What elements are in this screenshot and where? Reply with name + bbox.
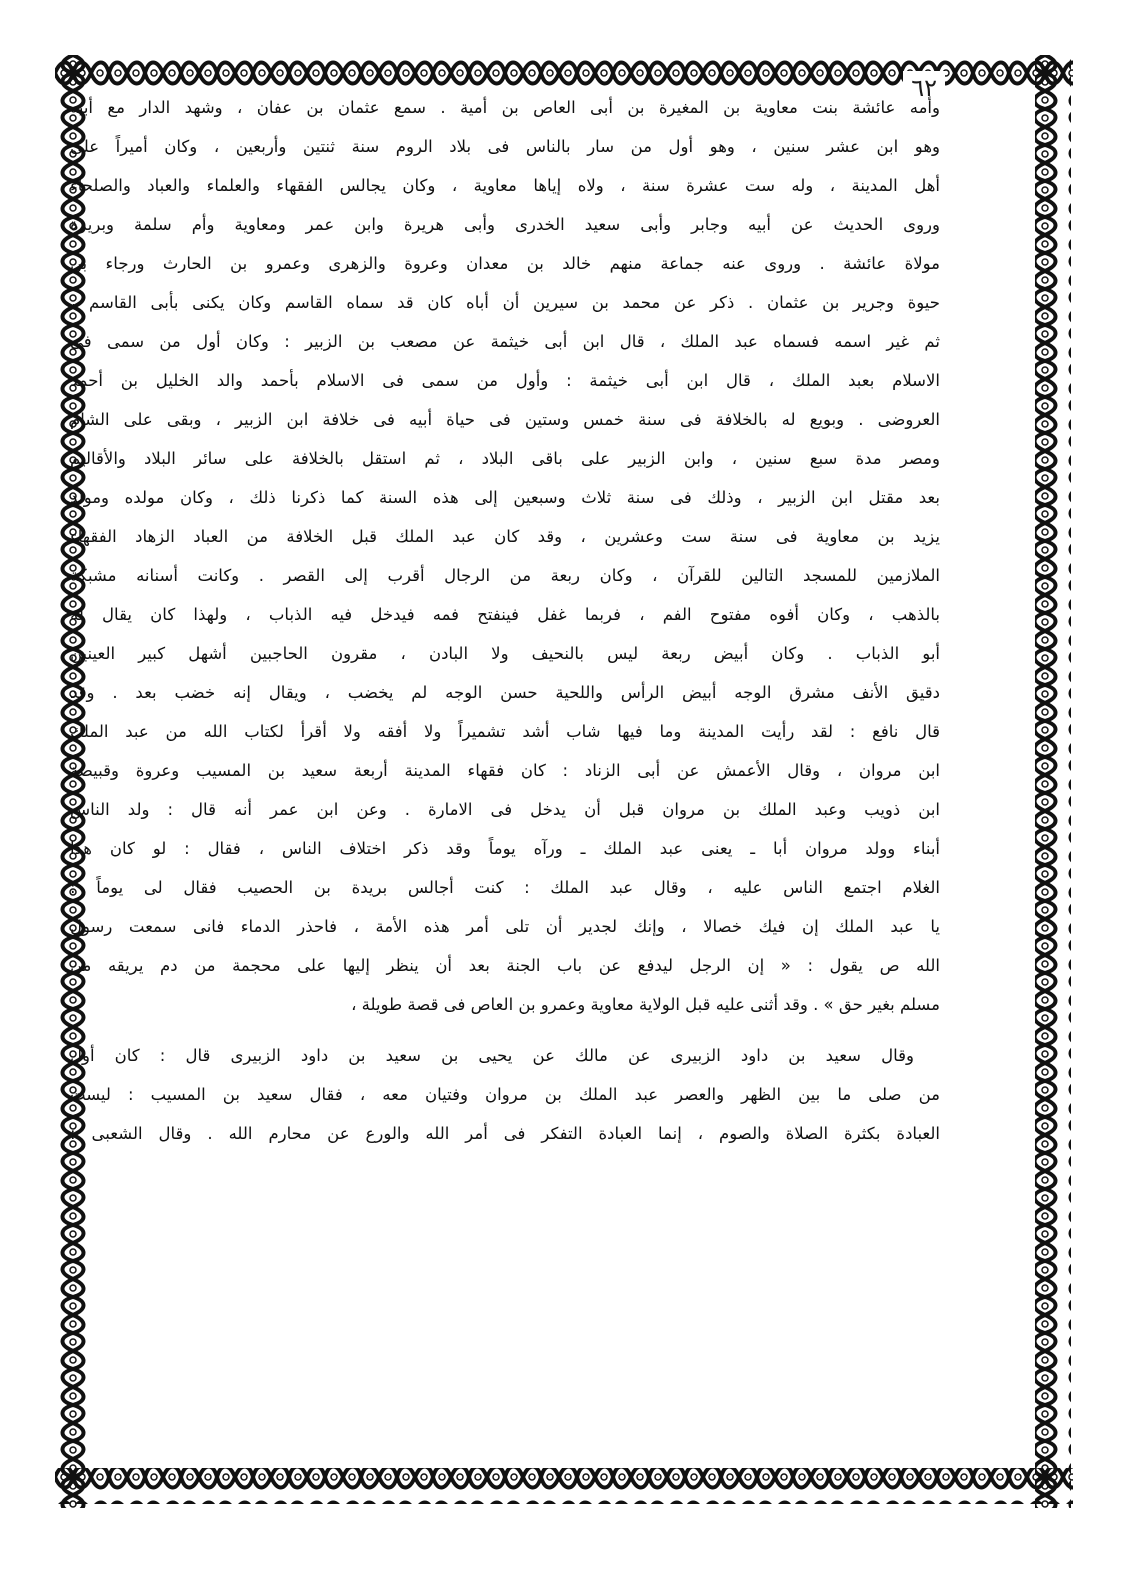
text-line: يا عبد الملك إن فيك خصالا ، وإنك لجدير أن تلى أمر هذه الأمة ، فاحذر الدماء فانى سمعت رسول (70, 917, 940, 936)
text-line: قال نافع : لقد رأيت المدينة وما فيها شاب أشد تشميراً ولا أفقه ولا أقرأ لكتاب الله من عبد الملك (70, 722, 940, 741)
text-line: العبادة بكثرة الصلاة والصوم ، إنما العبادة التفكر فى أمر الله والورع عن محارم الله . وقال الشعبى : (70, 1124, 940, 1143)
text-line: العروضى . وبويع له بالخلافة فى سنة خمس وستين فى حياة أبيه فى خلافة ابن الزبير ، وبقى على الشام (70, 410, 940, 429)
text-line: وروى الحديث عن أبيه وجابر وأبى سعيد الخدرى وأبى هريرة وابن عمر ومعاوية وأم سلمة وبريرة (70, 215, 940, 234)
text-line: الله ص يقول : « إن الرجل ليدفع عن باب الجنة بعد أن ينظر إليها على محجمة من دم يريقه من (70, 956, 940, 975)
text-line: أبو الذباب . وكان أبيض ربعة ليس بالنحيف ولا البادن ، مقرون الحاجبين أشهل كبير العينين (70, 644, 940, 663)
text-line: الاسلام بعبد الملك ، قال ابن أبى خيثمة : وأول من سمى فى الاسلام بأحمد والد الخليل بن أحمد (70, 371, 940, 390)
text-line: ثم غير اسمه فسماه عبد الملك ، قال ابن أبى خيثمة عن مصعب بن الزبير : وكان أول من سمى فى (70, 332, 940, 351)
text-line: بالذهب ، وكان أفوه مفتوح الفم ، فربما غفل فينفتح فمه فيدخل فيه الذباب ، ولهذا كان يقال له (70, 605, 940, 624)
paragraph-1 (70, 88, 940, 1024)
text-line: مولاة عائشة . وروى عنه جماعة منهم خالد بن معدان وعروة والزهرى وعمرو بن الحارث ورجاء بن (70, 254, 940, 273)
text-line: الغلام اجتمع الناس عليه ، وقال عبد الملك : كنت أجالس بريدة بن الحصيب فقال لى يوماً : (70, 878, 940, 897)
text-line: يزيد بن معاوية فى سنة ست وعشرين ، وقد كان عبد الملك قبل الخلافة من العباد الزهاد الفقهاء (70, 527, 940, 546)
text-line: مسلم بغير حق » . وقد أثنى عليه قبل الولاية معاوية وعمرو بن العاص فى قصة طويلة ، (351, 995, 940, 1014)
text-line: من صلى ما بين الظهر والعصر عبد الملك بن مروان وفتيان معه ، فقال سعيد بن المسيب : ليست (70, 1085, 940, 1104)
text-line: ومصر مدة سبع سنين ، وابن الزبير على باقى البلاد ، ثم استقل بالخلافة على سائر البلاد والأقاليم (70, 449, 940, 468)
text-line: دقيق الأنف مشرق الوجه أبيض الرأس واللحية حسن الوجه لم يخضب ، ويقال إنه خضب بعد . وقد (70, 683, 940, 702)
border-right (1035, 55, 1071, 1508)
text-line: بعد مقتل ابن الزبير ، وذلك فى سنة ثلاث وسبعين إلى هذه السنة كما ذكرنا ذلك ، وكان مولده ومولد (70, 488, 940, 507)
text-line: أهل المدينة ، وله ست عشرة سنة ، ولاه إياها معاوية ، وكان يجالس الفقهاء والعلماء والعباد والصلحاء (70, 176, 940, 195)
text-line: وأمه عائشة بنت معاوية بن المغيرة بن أبى العاص بن أمية . سمع عثمان بن عفان ، وشهد الدار مع أبيه (70, 98, 940, 117)
page-number: ٦٢ (903, 71, 945, 105)
text-line: حيوة وجرير بن عثمان . ذكر عن محمد بن سيرين أن أباه كان قد سماه القاسم وكان يكنى بأبى القاسم ، (70, 293, 940, 312)
page-body-text (70, 88, 940, 1153)
text-line: ابن ذويب وعبد الملك بن مروان قبل أن يدخل فى الامارة . وعن ابن عمر أنه قال : ولد الناس (70, 800, 940, 819)
paragraph-2 (70, 1036, 940, 1153)
text-line: الملازمين للمسجد التالين للقرآن ، وكان ربعة من الرجال أقرب إلى القصر . وكانت أسنانه مشبكة (70, 566, 940, 585)
text-line: أبناء وولد مروان أبا ـ يعنى عبد الملك ـ ورآه يوماً وقد ذكر اختلاف الناس ، فقال : لو كان هذا (70, 839, 940, 858)
text-line: وهو ابن عشر سنين ، وهو أول من سار بالناس فى بلاد الروم سنة ثنتين وأربعين ، وكان أميراً على (70, 137, 940, 156)
text-line: وقال سعيد بن داود الزبيرى عن مالك عن يحيى بن سعيد بن داود الزبيرى قال : كان أول (70, 1046, 914, 1065)
border-bottom (55, 1468, 1073, 1504)
text-line: ابن مروان ، وقال الأعمش عن أبى الزناد : كان فقهاء المدينة أربعة سعيد بن المسيب وعروة وقبيصة (70, 761, 940, 780)
